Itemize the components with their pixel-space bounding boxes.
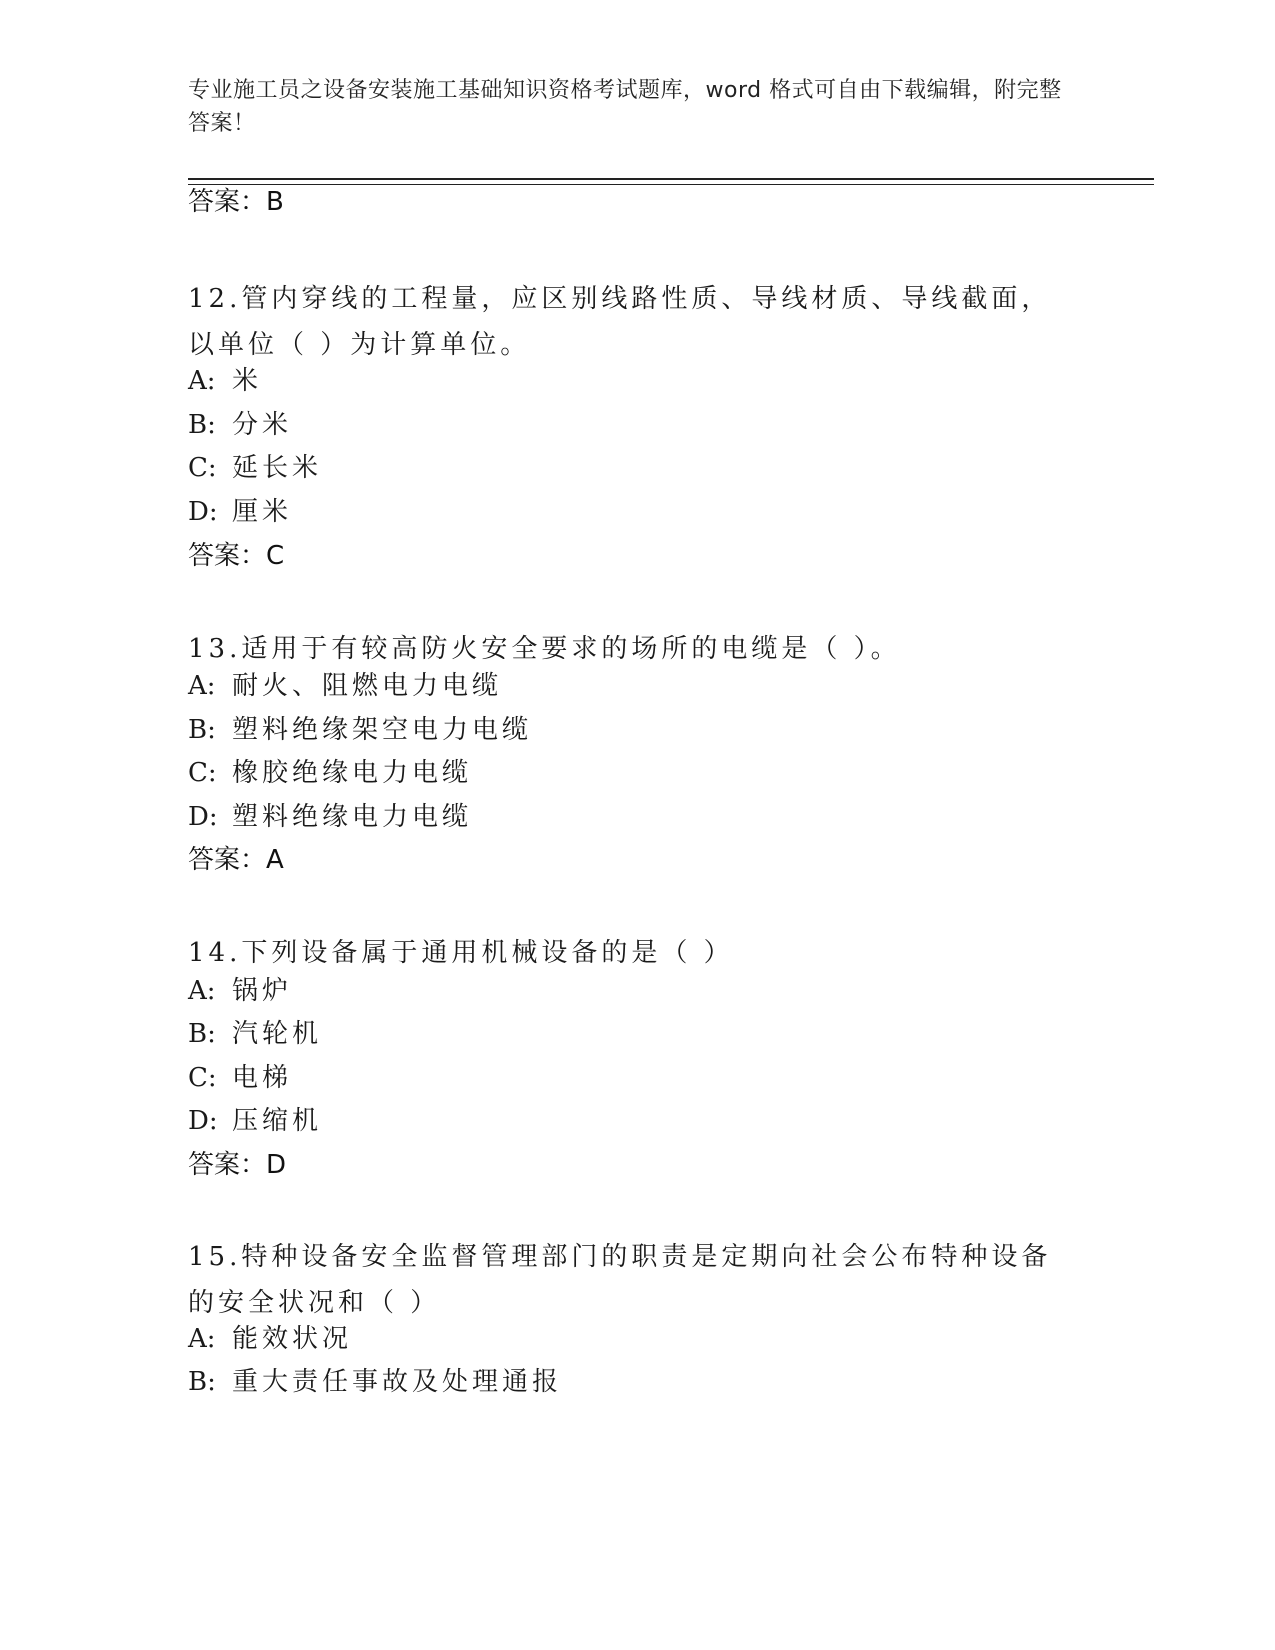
option-text: 塑料绝缘电力电缆 xyxy=(232,802,473,832)
option-text: 汽轮机 xyxy=(232,1019,323,1049)
option-item xyxy=(188,451,322,485)
option-letter: B: xyxy=(188,410,216,440)
option-item xyxy=(188,495,292,529)
option-letter: C: xyxy=(188,453,217,483)
option-item xyxy=(188,713,532,747)
document-header: 专业施工员之设备安装施工基础知识资格考试题库，word 格式可自由下载编辑，附完整答案！ xyxy=(188,78,1062,136)
option-text: 延长米 xyxy=(232,453,323,483)
option-letter: A: xyxy=(188,976,216,1006)
option-letter: A: xyxy=(188,1324,216,1354)
question-text: 12.管内穿线的工程量，应区别线路性质、导线材质、导线截面，以单位（ ）为计算单位。 xyxy=(188,284,1052,360)
option-text: 耐火、阻燃电力电缆 xyxy=(232,671,503,701)
option-text: 分米 xyxy=(232,410,293,440)
option-text: 能效状况 xyxy=(232,1324,353,1354)
answer-label: 答案：B xyxy=(188,187,284,217)
question-text: 15.特种设备安全监督管理部门的职责是定期向社会公布特种设备的安全状况和（ ） xyxy=(188,1242,1052,1318)
option-item xyxy=(188,1104,322,1138)
option-letter: D: xyxy=(188,802,218,832)
option-item xyxy=(188,364,262,398)
option-letter: B: xyxy=(188,1019,216,1049)
option-item xyxy=(188,756,472,790)
option-text: 米 xyxy=(232,366,263,396)
answer-label: 答案：D xyxy=(188,1150,287,1180)
question-text: 13.适用于有较高防火安全要求的场所的电缆是（ ）。 xyxy=(188,634,901,664)
option-item xyxy=(188,800,472,834)
option-item xyxy=(188,408,292,442)
option-letter: C: xyxy=(188,758,217,788)
option-item xyxy=(188,669,502,703)
option-item xyxy=(188,1365,562,1399)
option-letter: A: xyxy=(188,366,216,396)
option-letter: D: xyxy=(188,1106,218,1136)
header-divider-thick xyxy=(188,178,1154,180)
option-text: 橡胶绝缘电力电缆 xyxy=(232,758,473,788)
option-item xyxy=(188,1322,352,1356)
option-item xyxy=(188,974,292,1008)
option-letter: A: xyxy=(188,671,216,701)
question-text: 14.下列设备属于通用机械设备的是（ ） xyxy=(188,938,734,968)
option-item xyxy=(188,1017,322,1051)
option-text: 电梯 xyxy=(232,1063,293,1093)
option-text: 重大责任事故及处理通报 xyxy=(232,1367,563,1397)
option-letter: C: xyxy=(188,1063,217,1093)
answer-label: 答案：A xyxy=(188,845,284,875)
option-text: 塑料绝缘架空电力电缆 xyxy=(232,715,533,745)
option-text: 压缩机 xyxy=(232,1106,323,1136)
option-letter: B: xyxy=(188,715,216,745)
option-letter: D: xyxy=(188,497,218,527)
option-letter: B: xyxy=(188,1367,216,1397)
header-divider-thin xyxy=(188,184,1154,185)
answer-label: 答案：C xyxy=(188,541,285,571)
option-item xyxy=(188,1061,292,1095)
option-text: 厘米 xyxy=(232,497,293,527)
option-text: 锅炉 xyxy=(232,976,293,1006)
